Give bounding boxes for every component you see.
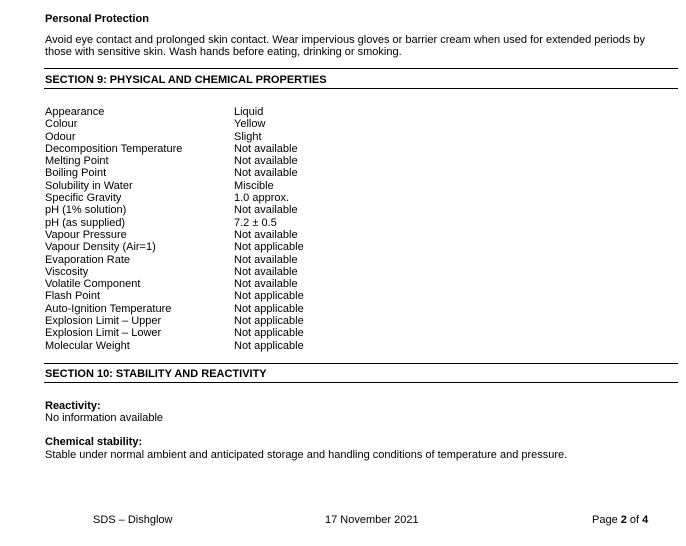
property-value: Not available: [234, 228, 298, 241]
property-name: Evaporation Rate: [45, 253, 130, 266]
property-name: Molecular Weight: [45, 339, 130, 352]
property-value: Not available: [234, 204, 298, 217]
section10-top-rule: [44, 363, 678, 364]
property-name: Melting Point: [45, 155, 109, 168]
personal-protection-heading: Personal Protection: [45, 13, 149, 25]
property-value: Slight: [234, 130, 262, 143]
footer-page-number: [592, 514, 648, 526]
property-name: Auto-Ignition Temperature: [45, 302, 172, 315]
section10-title: SECTION 10: STABILITY AND REACTIVITY: [45, 368, 267, 380]
property-value: Not applicable: [234, 327, 304, 340]
property-name: Vapour Density (Air=1): [45, 241, 156, 254]
property-name: Odour: [45, 130, 76, 143]
footer-page-current: 2: [620, 514, 627, 526]
property-name: Viscosity: [45, 265, 89, 278]
property-name: pH (as supplied): [45, 216, 126, 229]
property-value: Not applicable: [234, 315, 304, 328]
property-name: Solubility in Water: [45, 179, 133, 192]
property-name: Colour: [45, 118, 78, 131]
footer-page-total: 4: [642, 514, 649, 526]
property-value: Miscible: [234, 179, 274, 192]
property-value: Not applicable: [234, 339, 304, 352]
reactivity-text: No information available: [45, 412, 164, 424]
personal-protection-line-2: those with sensitive skin. Wash hands before eating, drinking or smoking.: [45, 46, 402, 59]
property-row: [45, 118, 304, 130]
property-name: pH (1% solution): [45, 204, 127, 217]
section9-bottom-rule: [44, 88, 678, 89]
property-value: 7.2 ± 0.5: [234, 216, 277, 229]
footer-page-prefix: Page: [592, 514, 621, 526]
property-value: Not available: [234, 265, 298, 278]
reactivity-label: Reactivity:: [45, 400, 101, 412]
property-name: Explosion Limit – Lower: [45, 327, 162, 340]
property-name: Appearance: [45, 106, 105, 118]
property-row: [45, 180, 304, 192]
section10-bottom-rule: [44, 382, 678, 383]
property-name: Specific Gravity: [45, 192, 122, 205]
property-row: [45, 254, 304, 266]
property-value: 1.0 approx.: [234, 192, 290, 205]
property-name: Flash Point: [45, 290, 101, 303]
property-row: [45, 327, 304, 339]
property-row: [45, 315, 304, 327]
property-value: Not available: [234, 142, 298, 155]
property-value: Not applicable: [234, 290, 304, 303]
property-row: [45, 290, 304, 302]
property-row: [45, 241, 304, 253]
property-row: [45, 155, 304, 167]
property-name: Explosion Limit – Upper: [45, 315, 162, 328]
property-name: Volatile Component: [45, 278, 141, 291]
properties-table: [45, 106, 304, 352]
property-row: [45, 217, 304, 229]
personal-protection-text: [45, 34, 645, 59]
property-name: Boiling Point: [45, 167, 107, 180]
footer-date: 17 November 2021: [325, 514, 419, 526]
chemical-stability-text: Stable under normal ambient and anticipated storage and handling conditions of temperature and pressure.: [45, 449, 568, 461]
property-value: Not available: [234, 253, 298, 266]
section9-title: SECTION 9: PHYSICAL AND CHEMICAL PROPERTIES: [45, 74, 327, 86]
property-row: [45, 106, 304, 118]
personal-protection-line-1: Avoid eye contact and prolonged skin contact. Wear impervious gloves or barrier cream when used for extended periods by: [45, 34, 646, 46]
property-value: Not applicable: [234, 241, 304, 254]
footer-page-of: of: [626, 514, 643, 526]
property-row: [45, 192, 304, 204]
property-row: [45, 229, 304, 241]
property-row: [45, 303, 304, 315]
property-row: [45, 340, 304, 352]
property-name: Vapour Pressure: [45, 228, 127, 241]
property-name: Decomposition Temperature: [45, 142, 183, 155]
property-row: [45, 167, 304, 179]
property-row: [45, 278, 304, 290]
property-row: [45, 143, 304, 155]
property-value: Yellow: [234, 118, 266, 131]
property-row: [45, 131, 304, 143]
property-value: Not available: [234, 155, 298, 168]
property-value: Not applicable: [234, 302, 304, 315]
property-value: Not available: [234, 278, 298, 291]
section9-top-rule: [44, 68, 678, 69]
property-value: Not available: [234, 167, 298, 180]
property-row: [45, 266, 304, 278]
property-row: [45, 204, 304, 216]
footer-document-name: SDS – Dishglow: [93, 514, 173, 526]
chemical-stability-label: Chemical stability:: [45, 436, 143, 448]
property-value: Liquid: [234, 106, 264, 118]
